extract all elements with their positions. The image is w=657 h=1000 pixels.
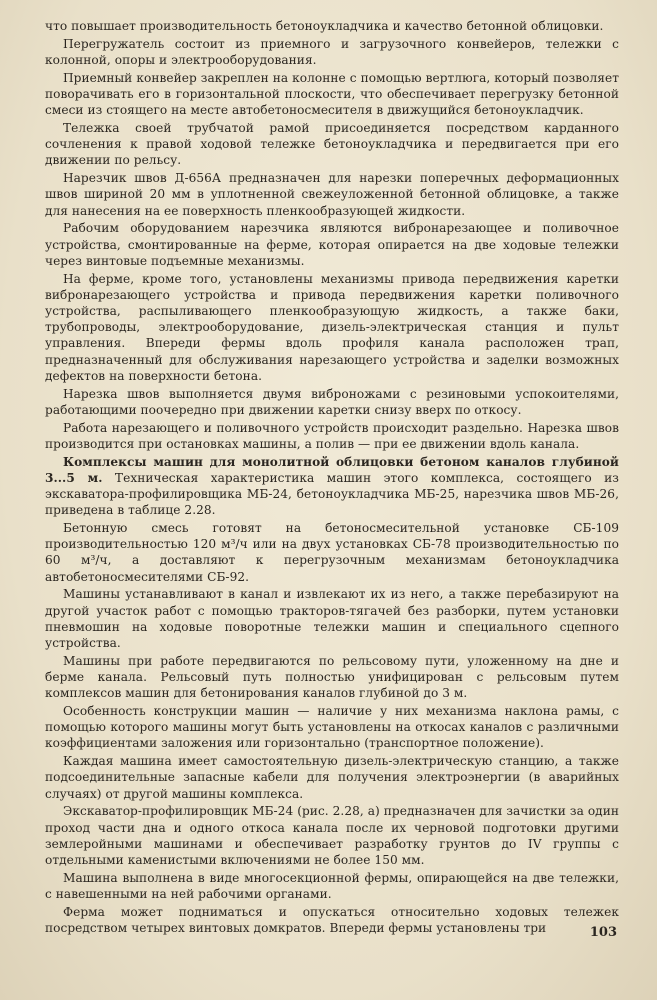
paragraph-text: Рабочим оборудованием нарезчика являются вибронарезающее и поливочное устройства, смонтированные на ферме, которая опирается на две ходовые тележки через винтовые подъемные механизмы.: [45, 221, 619, 268]
paragraph-text: Ферма может подниматься и опускаться относительно ходовых тележек посредством четырех винтовых домкратов. Впереди фермы установлены три: [45, 904, 619, 936]
paragraph-text: Машина выполнена в виде многосекционной фермы, опирающейся на две тележки, с навешенными на ней рабочими органами.: [45, 870, 619, 902]
paragraph-text: Техническая характеристика машин этого комплекса, состоящего из экскаватора-профилировщика МБ-24, бетоноукладчика МБ-25, нарезчика швов МБ-26, приведена в таблице 2.28.: [45, 470, 619, 518]
paragraph: [45, 120, 619, 169]
paragraph: [45, 18, 619, 34]
paragraph-text: Нарезка швов выполняется двумя виброножами с резиновыми успокоителями, работающими поочередно при движении каретки снизу вверх по откосу.: [45, 386, 619, 417]
text-body: [45, 18, 619, 936]
paragraph: [45, 870, 619, 902]
paragraph-text: Работа нарезающего и поливочного устройств происходит раздельно. Нарезка швов производится при остановках машины, а полив — при ее движении вдоль канала.: [45, 420, 619, 451]
paragraph: [45, 703, 619, 752]
paragraph: [45, 271, 619, 384]
paragraph: [45, 70, 619, 119]
paragraph-text: Экскаватор-профилировщик МБ-24 (рис. 2.28, а) предназначен для зачистки за один проход части дна и одного откоса канала после их черновой подготовки другими землеройными машинами и обеспечивает разработку грунтов до IV группы с отдельными каменистыми включениями не более 150 мм.: [45, 804, 619, 868]
paragraph-text: На ферме, кроме того, установлены механизмы привода передвижения каретки вибронарезающего устройства и привода передвижения каретки поливочного устройства, распыливающего пленкообразующую жидкость, а также баки, трубопроводы, электрооборудование, дизель-электрическая станция и пульт управления. Впереди фермы вдоль профиля канала расположен трап, предназначенный для обслуживания нарезающего устройства и заделки возможных дефектов на поверхности бетона.: [45, 271, 619, 383]
paragraph-text: что повышает производительность бетоноукладчика и качество бетонной облицовки.: [45, 19, 604, 33]
paragraph-text: Особенность конструкции машин — наличие у них механизма наклона рамы, с помощью которого машины могут быть установлены на откосах каналов с различными коэффициентами заложения или горизонтально (транспортное положение).: [45, 704, 619, 751]
paragraph: [45, 36, 619, 68]
paragraph: [45, 220, 619, 269]
paragraph-text: Машины при работе передвигаются по рельсовому пути, уложенному на дне и берме канала. Рельсовый путь полностью унифицирован с рельсовым путем комплексов машин для бетонирования каналов глубиной до 3 м.: [45, 653, 619, 701]
paragraph-text: Тележка своей трубчатой рамой присоединяется посредством карданного сочленения к правой ходовой тележке бетоноукладчика и передвигается при его движении по рельсу.: [45, 121, 619, 168]
paragraph: [45, 904, 619, 936]
paragraph: [45, 586, 619, 651]
paragraph: [45, 753, 619, 802]
paragraph-text: Машины устанавливают в канал и извлекают их из него, а также перебазируют на другой участок работ с помощью тракторов-тягачей без разборки, путем установки пневмошин на ходовые поворотные тележки машин и специального сцепного устройства.: [45, 587, 619, 651]
paragraph: [45, 454, 619, 519]
paragraph-text: Каждая машина имеет самостоятельную дизель-электрическую станцию, а также подсоединительные запасные кабели для получения электроэнергии (в аварийных случаях) от другой машины комплекса.: [45, 754, 619, 801]
paragraph-text: Перегружатель состоит из приемного и загрузочного конвейеров, тележки с колонной, опоры и электрооборудования.: [45, 36, 619, 67]
paragraph-text: Нарезчик швов Д-656А предназначен для нарезки поперечных деформационных швов шириной 20 мм в уплотненной свежеуложенной бетонной облицовке, а также для нанесения на ее поверхность пленкообразующей жидкости.: [45, 171, 619, 218]
paragraph-heading: Комплексы машин для монолитной облицовки бетоном каналов глубиной 3...5 м.: [45, 454, 619, 485]
paragraph: [45, 170, 619, 219]
paragraph: [45, 803, 619, 868]
paragraph-text: Приемный конвейер закреплен на колонне с помощью вертлюга, который позволяет поворачивать его в горизонтальной плоскости, что обеспечивает перегрузку бетонной смеси из стоящего на месте автобетоносмесителя в движущийся бетоноукладчик.: [45, 70, 619, 118]
paragraph: [45, 386, 619, 418]
paragraph: [45, 420, 619, 452]
page-number: 103: [589, 925, 617, 940]
paragraph: [45, 520, 619, 585]
paragraph: [45, 653, 619, 702]
paragraph-text: Бетонную смесь готовят на бетоносмесительной установке СБ-109 производительностью 120 м³/ч или на двух установках СБ-78 производительностью по 60 м³/ч, а доставляют к перегрузочным механизмам бетоноукладчика автобетоносмесителями СБ-92.: [45, 521, 619, 584]
